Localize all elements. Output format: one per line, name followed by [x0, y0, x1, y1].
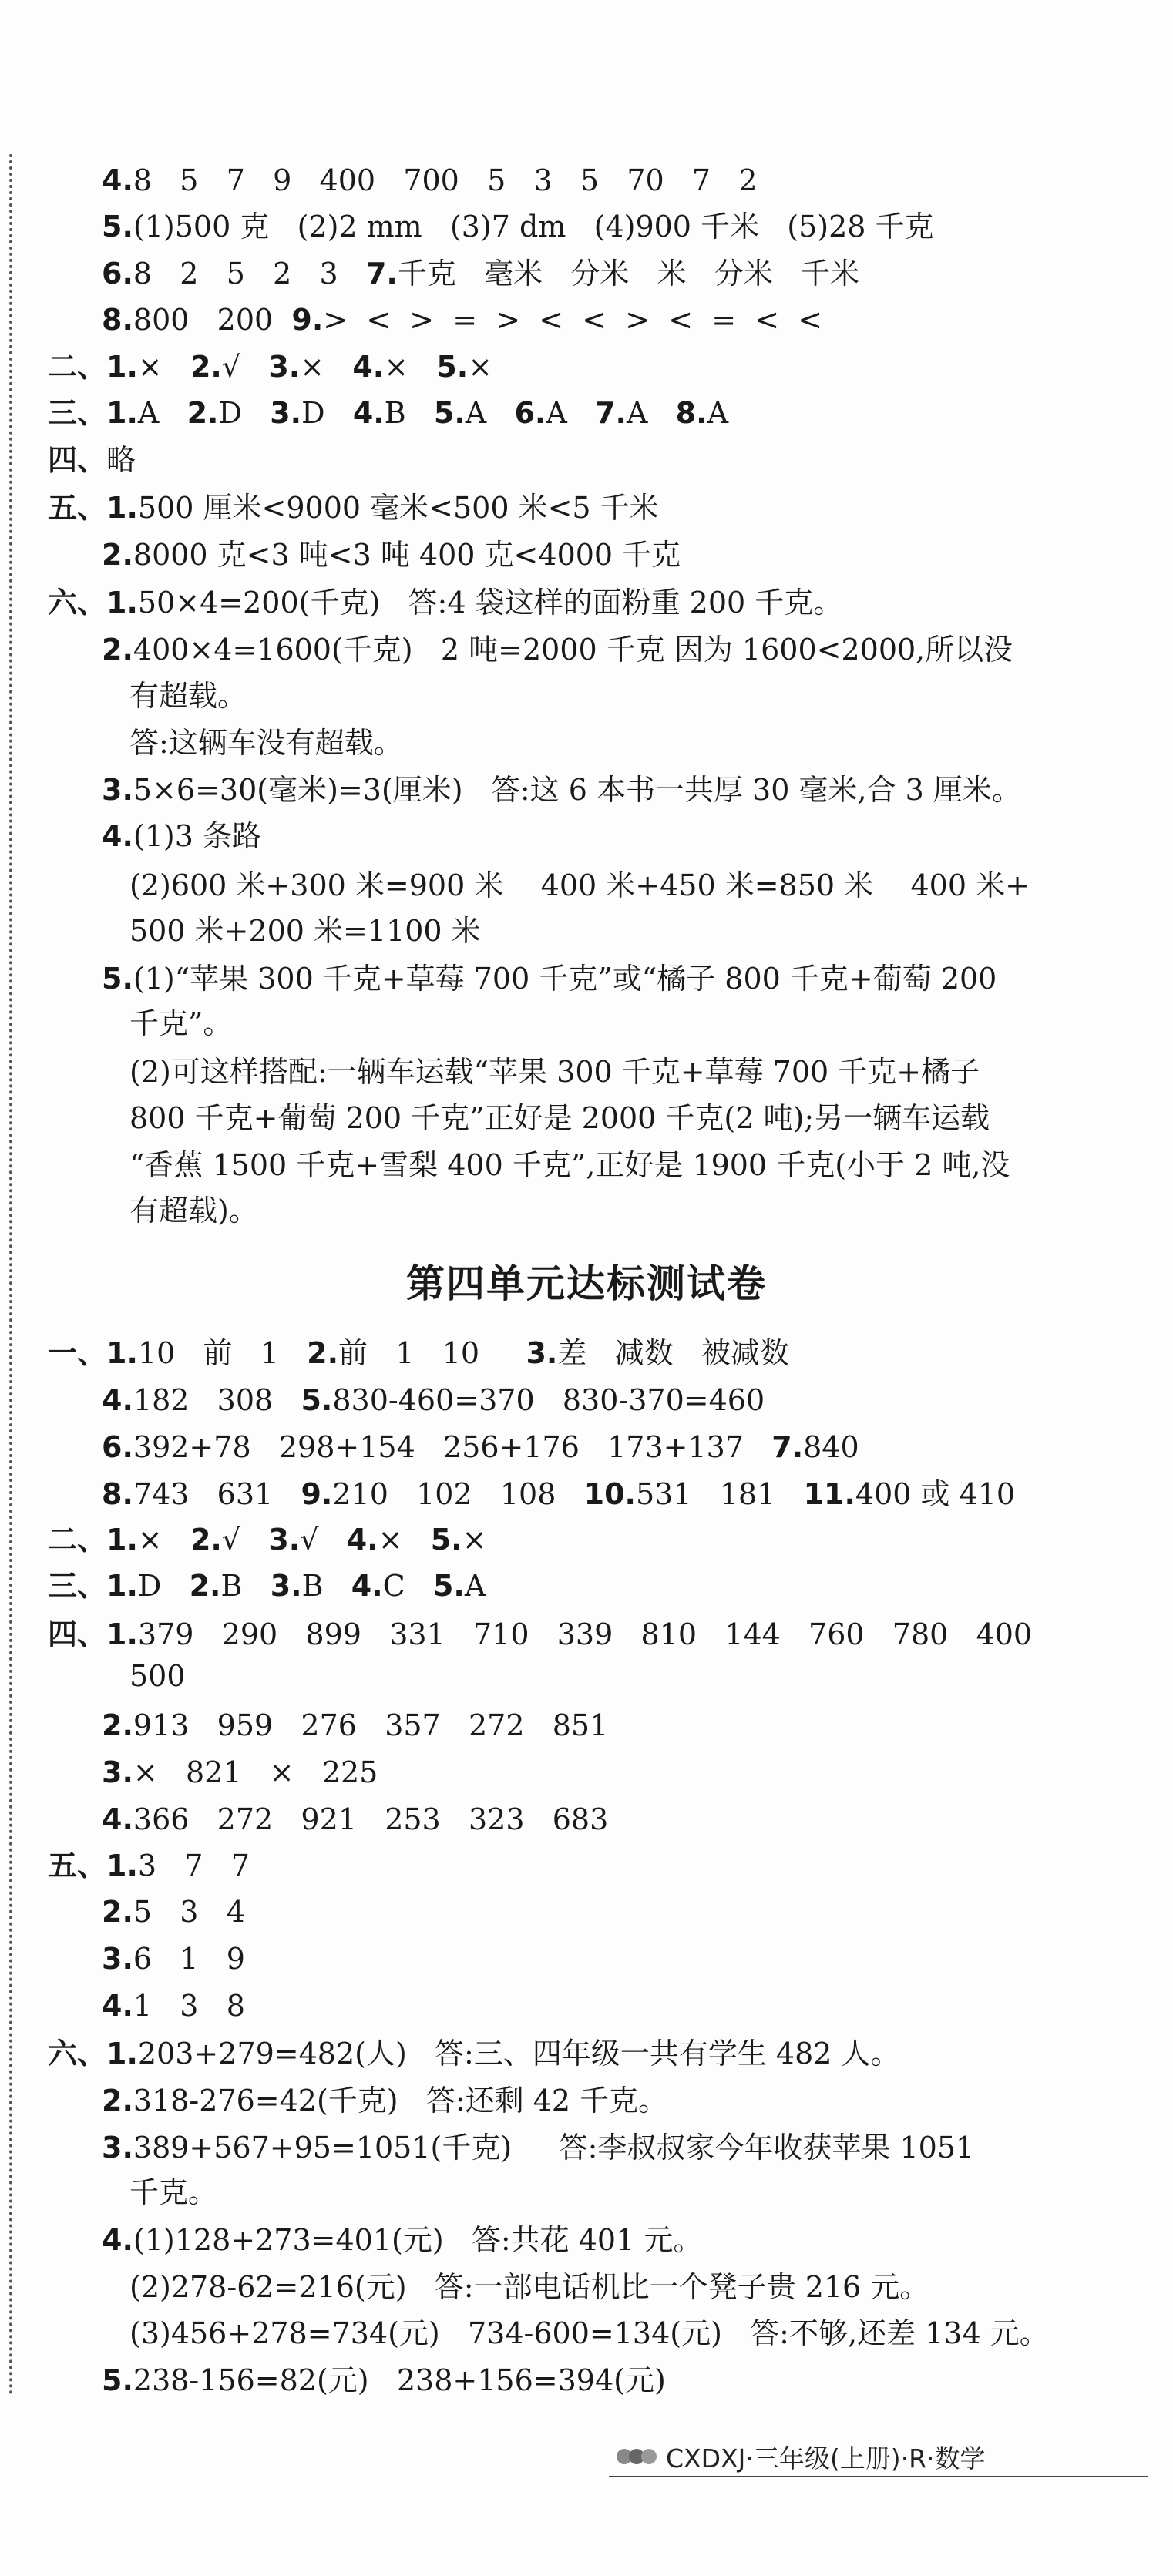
answer-line: 3.6 1 9: [102, 1942, 245, 1976]
answer-line: 4.1 3 8: [102, 1989, 245, 2023]
answer-line: 3.5×6=30(毫米)=3(厘米) 答:这 6 本书一共厚 30 毫米,合 3 厘米。: [102, 773, 1021, 807]
answer-line: 3.× 821 × 225: [102, 1755, 378, 1789]
answer-line: 8.800 200 9.> < > = > < < > < = < <: [102, 303, 823, 337]
answer-line: 五、1.3 7 7: [48, 1849, 250, 1882]
footer-text: CXDXJ·三年级(上册)·R·数学: [666, 2443, 986, 2474]
answer-line: 5.238-156=82(元) 238+156=394(元): [102, 2363, 666, 2397]
answer-line: 六、1.50×4=200(千克) 答:4 袋这样的面粉重 200 千克。: [48, 586, 843, 620]
answer-line: 3.389+567+95=1051(千克) 答:李叔叔家今年收获苹果 1051: [102, 2131, 975, 2165]
answer-line: 4.8 5 7 9 400 700 5 3 5 70 7 2: [102, 163, 758, 197]
answer-line: 2.5 3 4: [102, 1895, 245, 1929]
publisher-logo-icon: [617, 2444, 657, 2469]
answer-line: (2)600 米+300 米=900 米 400 米+450 米=850 米 400 米+: [129, 868, 1030, 902]
answer-line: 8.743 631 9.210 102 108 10.531 181 11.400 或 410: [102, 1477, 1016, 1511]
answer-line: 五、1.500 厘米<9000 毫米<500 米<5 千米: [48, 491, 659, 525]
answer-line: 4.182 308 5.830-460=370 830-370=460: [102, 1383, 765, 1417]
answer-line: 500: [129, 1659, 186, 1693]
answer-line: 2.913 959 276 357 272 851: [102, 1708, 609, 1742]
answer-line: 500 米+200 米=1100 米: [129, 914, 481, 948]
answer-line: (3)456+278=734(元) 734-600=134(元) 答:不够,还差 134 元。: [129, 2316, 1049, 2350]
answer-line: 有超载。: [129, 679, 247, 713]
page-footer: [617, 2437, 1156, 2476]
answer-line: 有超载)。: [129, 1194, 258, 1228]
answer-line: 4.366 272 921 253 323 683: [102, 1802, 609, 1836]
answer-line: 5.(1)500 克 (2)2 mm (3)7 dm (4)900 千米 (5)28 千克: [102, 210, 934, 243]
answer-line: 二、1.× 2.√ 3.× 4.× 5.×: [48, 350, 493, 384]
answer-line: (2)278-62=216(元) 答:一部电话机比一个凳子贵 216 元。: [129, 2270, 929, 2304]
answer-line: 二、1.× 2.√ 3.√ 4.× 5.×: [48, 1523, 487, 1557]
answer-line: 5.(1)“苹果 300 千克+草莓 700 千克”或“橘子 800 千克+葡萄 200: [102, 962, 997, 996]
answer-line: 答:这辆车没有超载。: [129, 726, 403, 760]
answer-line: 四、略: [48, 443, 136, 477]
answer-line: 6.392+78 298+154 256+176 173+137 7.840: [102, 1430, 859, 1464]
answer-line: 4.(1)128+273=401(元) 答:共花 401 元。: [102, 2223, 703, 2257]
answer-line: 4.(1)3 条路: [102, 819, 261, 853]
answer-line: 千克。: [129, 2175, 218, 2209]
answer-line: 四、1.379 290 899 331 710 339 810 144 760 780 400: [48, 1617, 1033, 1651]
answer-line: 800 千克+葡萄 200 千克”正好是 2000 千克(2 吨);另一辆车运载: [129, 1101, 990, 1135]
answer-line: (2)可这样搭配:一辆车运载“苹果 300 千克+草莓 700 千克+橘子: [129, 1055, 980, 1089]
section-title: 第四单元达标测试卷: [406, 1261, 767, 1306]
footer-rule: [609, 2476, 1148, 2477]
answer-line: 2.8000 克<3 吨<3 吨 400 克<4000 千克: [102, 538, 681, 572]
answer-line: 千克”。: [129, 1006, 233, 1040]
answer-line: “香蕉 1500 千克+雪梨 400 千克”,正好是 1900 千克(小于 2 吨,没: [129, 1148, 1010, 1182]
answer-line: 三、1.D 2.B 3.B 4.C 5.A: [48, 1569, 486, 1603]
answer-line: 三、1.A 2.D 3.D 4.B 5.A 6.A 7.A 8.A: [48, 396, 729, 430]
answer-line: 2.400×4=1600(千克) 2 吨=2000 千克 因为 1600<2000,所以没: [102, 633, 1013, 667]
answer-line: 六、1.203+279=482(人) 答:三、四年级一共有学生 482 人。: [48, 2037, 900, 2071]
answer-line: 6.8 2 5 2 3 7.千克 毫米 分米 米 分米 千米: [102, 257, 860, 291]
answer-line: 2.318-276=42(千克) 答:还剩 42 千克。: [102, 2084, 668, 2118]
answer-line: 一、1.10 前 1 2.前 1 10 3.差 减数 被减数: [48, 1336, 789, 1370]
